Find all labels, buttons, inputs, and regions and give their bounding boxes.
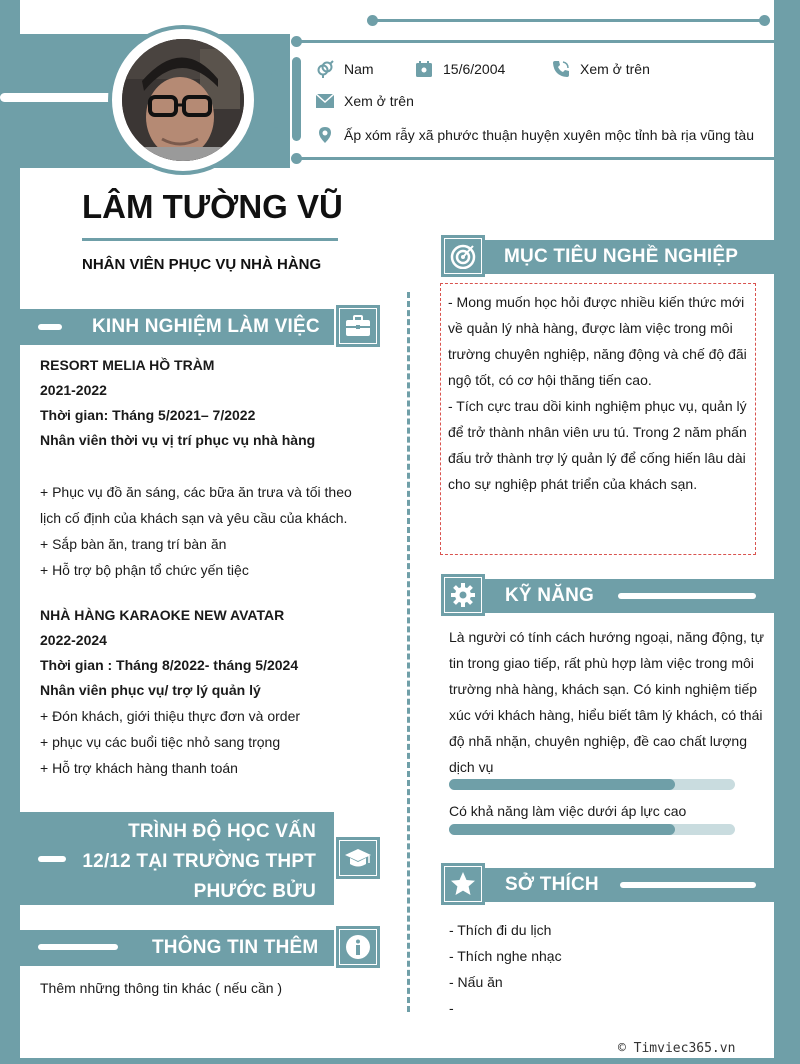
job-role: Nhân viên thời vụ vị trí phục vụ nhà hàng — [40, 432, 316, 448]
hobby-item: - Thích đi du lịch — [449, 922, 552, 938]
objective-line: về quản lý nhà hàng, được làm việc trong môi — [448, 320, 733, 336]
star-icon — [450, 871, 476, 897]
job-years: 2021-2022 — [40, 382, 107, 398]
skill-2-label: Có khả năng làm việc dưới áp lực cao — [449, 803, 687, 819]
job-company: NHÀ HÀNG KARAOKE NEW AVATAR — [40, 607, 285, 623]
objective-line: - Tích cực trau dồi kinh nghiệm phục vụ, quản lý — [448, 398, 747, 414]
position-title: NHÂN VIÊN PHỤC VỤ NHÀ HÀNG — [82, 256, 322, 273]
experience-title: KINH NGHIỆM LÀM VIỆC — [92, 316, 320, 337]
objective-text — [448, 289, 754, 497]
extra-icon-box — [336, 926, 380, 968]
address-info — [316, 126, 754, 144]
objective-icon-box — [441, 235, 485, 277]
job-desc-line: + Hỗ trợ khách hàng thanh toán — [40, 760, 238, 776]
skill-1-fill — [449, 779, 675, 790]
objective-line: đấu trở thành trợ lý quản lý để cống hiến lâu dài — [448, 450, 746, 466]
objective-line: - Mong muốn học hỏi được nhiều kiến thức mới — [448, 294, 745, 310]
info-line-top — [296, 40, 774, 43]
job-company: RESORT MELIA HỒ TRÀM — [40, 357, 215, 373]
skills-title: KỸ NĂNG — [505, 585, 595, 606]
frame-right — [774, 0, 800, 1064]
avatar — [122, 39, 244, 161]
skill-2-fill — [449, 824, 675, 835]
skills-line: trường nhà hàng, khách sạn. Có kinh nghiệm tiếp — [449, 681, 758, 697]
objective-title: MỤC TIÊU NGHỀ NGHIỆP — [504, 246, 739, 267]
extra-header-accent — [38, 944, 118, 950]
job-role: Nhân viên phục vụ/ trợ lý quản lý — [40, 682, 261, 698]
location-icon — [316, 126, 334, 144]
top-line — [372, 19, 764, 22]
job-desc-line: + Hỗ trợ bộ phận tổ chức yến tiệc — [40, 562, 249, 578]
email-info — [316, 93, 414, 109]
name-underline — [82, 238, 338, 241]
full-name: LÂM TƯỜNG VŨ — [82, 188, 343, 225]
target-icon — [450, 243, 476, 269]
job-desc-line: + phục vụ các buổi tiệc nhỏ sang trọng — [40, 734, 281, 750]
skills-icon-box — [441, 574, 485, 616]
frame-bottom — [0, 1058, 800, 1064]
education-line: TRÌNH ĐỘ HỌC VẤN — [128, 821, 316, 842]
skills-header-accent — [618, 593, 756, 599]
education-line: 12/12 TẠI TRƯỜNG THPT — [82, 851, 316, 872]
hobby-item: - — [449, 1000, 454, 1016]
job-desc-line: + Phục vụ đồ ăn sáng, các bữa ăn trưa và tối theo — [40, 484, 352, 500]
experience-icon-box — [336, 305, 380, 347]
email-icon — [316, 94, 334, 108]
gear-icon — [450, 582, 476, 608]
phone-icon — [552, 60, 570, 78]
hobbies-title: SỞ THÍCH — [505, 874, 599, 895]
info-line-top-dot — [291, 36, 302, 47]
objective-line: trường chuyên nghiệp, năng động và chế độ đãi — [448, 346, 747, 362]
hobby-item: - Thích nghe nhạc — [449, 948, 562, 964]
job-desc-line: + Sắp bàn ăn, trang trí bàn ăn — [40, 536, 227, 552]
hobbies-list — [449, 917, 562, 1021]
top-line-dot-right — [759, 15, 770, 26]
column-divider — [407, 292, 410, 1012]
experience-header-accent — [38, 324, 62, 330]
info-line-bottom — [296, 157, 774, 160]
skills-line: độ nhã nhặn, chuyên nghiệp, đề cao chất lượng — [449, 733, 747, 749]
briefcase-icon — [345, 315, 371, 337]
job-years: 2022-2024 — [40, 632, 107, 648]
hobby-item: - Nấu ăn — [449, 974, 503, 990]
header-accent-line — [0, 93, 115, 102]
birthday-text: 15/6/2004 — [443, 61, 506, 77]
gender-icon — [316, 60, 334, 78]
phone-text: Xem ở trên — [580, 61, 650, 77]
education-icon-box — [336, 837, 380, 879]
phone-info — [552, 60, 650, 78]
job-1 — [40, 353, 380, 583]
email-text: Xem ở trên — [344, 93, 414, 109]
address-text: Ấp xóm rẫy xã phước thuận huyện xuyên mộc tỉnh bà rịa vũng tàu — [344, 127, 755, 143]
skills-line: tin trong giao tiếp, rất phù hợp làm việc trong môi — [449, 655, 754, 671]
hobbies-icon-box — [441, 863, 485, 905]
skills-text — [449, 624, 769, 780]
objective-line: ngộ tốt, có cơ hội thăng tiến cao. — [448, 372, 652, 388]
skills-line: Là người có tính cách hướng ngoại, năng động, tự — [449, 629, 765, 645]
education-line: PHƯỚC BỬU — [193, 881, 316, 902]
calendar-icon — [415, 60, 433, 78]
objective-line: để trở thành nhân viên ưu tú. Trong 2 năm phấn — [448, 424, 747, 440]
gender-info — [316, 60, 374, 78]
job-2 — [40, 603, 380, 781]
gender-text: Nam — [344, 61, 374, 77]
graduation-cap-icon — [344, 847, 372, 869]
objective-line: cho sự nghiệp phát triển của khách sạn. — [448, 476, 698, 492]
top-line-dot-left — [367, 15, 378, 26]
watermark: © Timviec365.vn — [618, 1041, 736, 1056]
job-period: Thời gian : Tháng 8/2022- tháng 5/2024 — [40, 657, 299, 673]
job-desc-line: lịch cố định của khách sạn và yêu cầu của khách. — [40, 510, 348, 526]
education-text — [60, 817, 316, 907]
header-accent-pill — [271, 70, 281, 128]
birthday-info — [415, 60, 505, 78]
extra-title: THÔNG TIN THÊM — [152, 937, 319, 958]
skills-line: xúc với khách hàng, hiểu biết tâm lý khách, có thái — [449, 707, 763, 723]
info-icon — [345, 934, 371, 960]
info-vertical-pill — [292, 57, 301, 141]
job-desc-line: + Đón khách, giới thiệu thực đơn và order — [40, 708, 301, 724]
hobbies-header-accent — [620, 882, 756, 888]
extra-text: Thêm những thông tin khác ( nếu cần ) — [40, 980, 283, 996]
job-period: Thời gian: Tháng 5/2021– 7/2022 — [40, 407, 256, 423]
skills-line: dịch vụ — [449, 759, 494, 775]
info-line-bottom-dot — [291, 153, 302, 164]
